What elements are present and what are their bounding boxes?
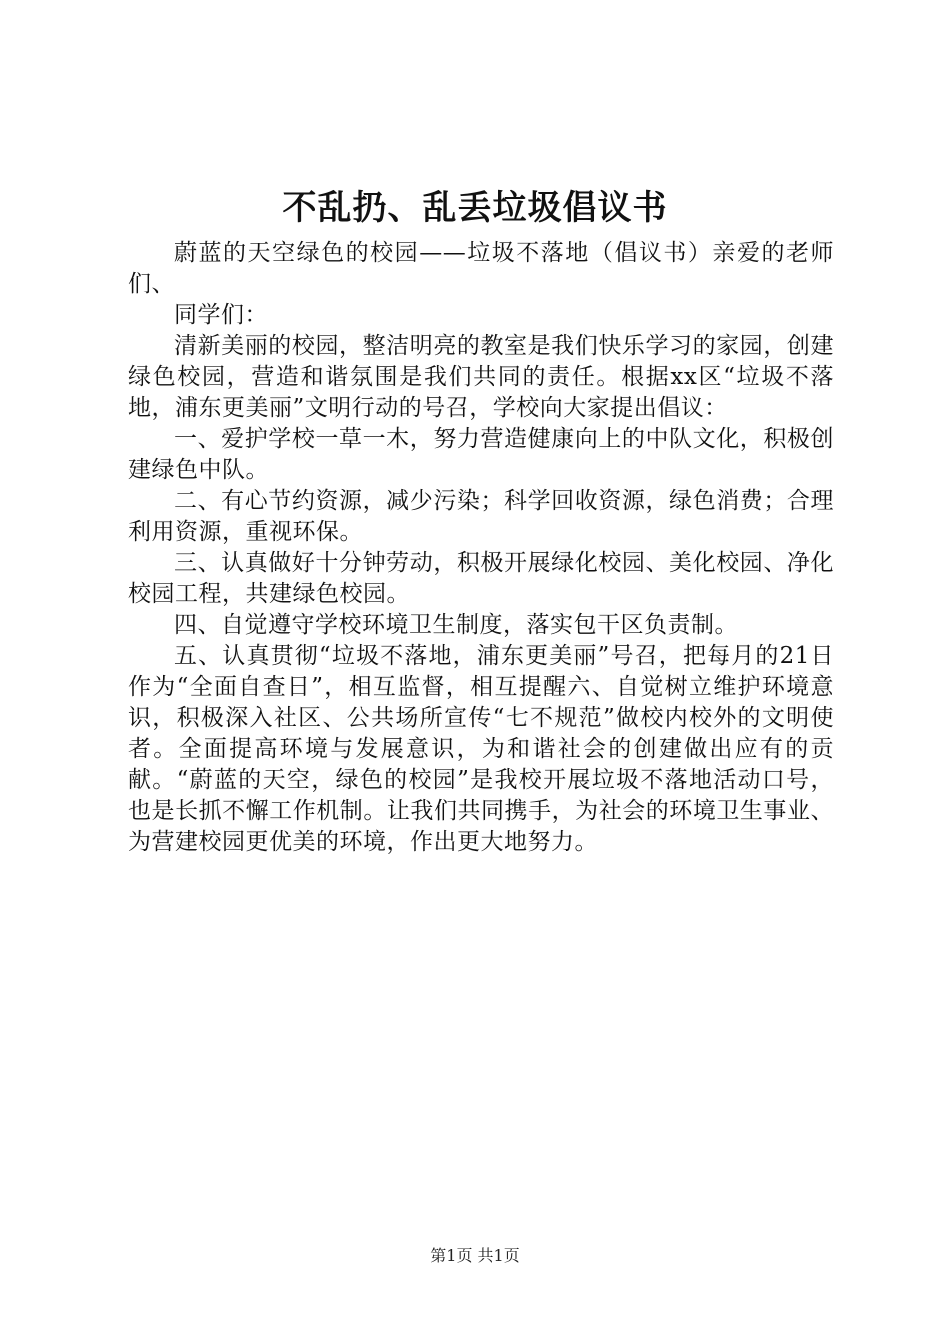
document-body [128, 238, 834, 858]
paragraph-item-5: 五、认真贯彻“垃圾不落地，浦东更美丽”号召，把每月的21日作为“全面自查日”，相互监督，相互提醒六、自觉树立维护环境意识，积极深入社区、公共场所宣传“七不规范”做校内校外的文明使者。全面提高环境与发展意识，为和谐社会的创建做出应有的贡献。“蔚蓝的天空，绿色的校园”是我校开展垃圾不落地活动口号，也是长抓不懈工作机制。让我们共同携手，为社会的环境卫生事业、为营建校园更优美的环境，作出更大地努力。 [128, 643, 834, 855]
paragraph-item-3: 三、认真做好十分钟劳动，积极开展绿化校园、美化校园、净化校园工程，共建绿色校园。 [128, 550, 834, 607]
paragraph-item-2: 二、有心节约资源，减少污染；科学回收资源，绿色消费；合理利用资源，重视环保。 [128, 488, 834, 545]
paragraph-item-4: 四、自觉遵守学校环境卫生制度，落实包干区负责制。 [174, 612, 738, 638]
paragraph-item-1: 一、爱护学校一草一木，努力营造健康向上的中队文化，积极创建绿色中队。 [128, 426, 834, 483]
paragraph-greeting: 蔚蓝的天空绿色的校园——垃圾不落地（倡议书）亲爱的老师们、 [128, 240, 834, 297]
paragraph-intro: 清新美丽的校园，整洁明亮的教室是我们快乐学习的家园，创建绿色校园，营造和谐氛围是我们共同的责任。根据xx区“垃圾不落地，浦东更美丽”文明行动的号召，学校向大家提出倡议： [128, 333, 834, 421]
paragraph-salutation: 同学们： [174, 302, 268, 328]
page-footer: 第1页 共1页 [430, 1246, 520, 1265]
document-title: 不乱扔、乱丢垃圾倡议书 [282, 188, 668, 228]
